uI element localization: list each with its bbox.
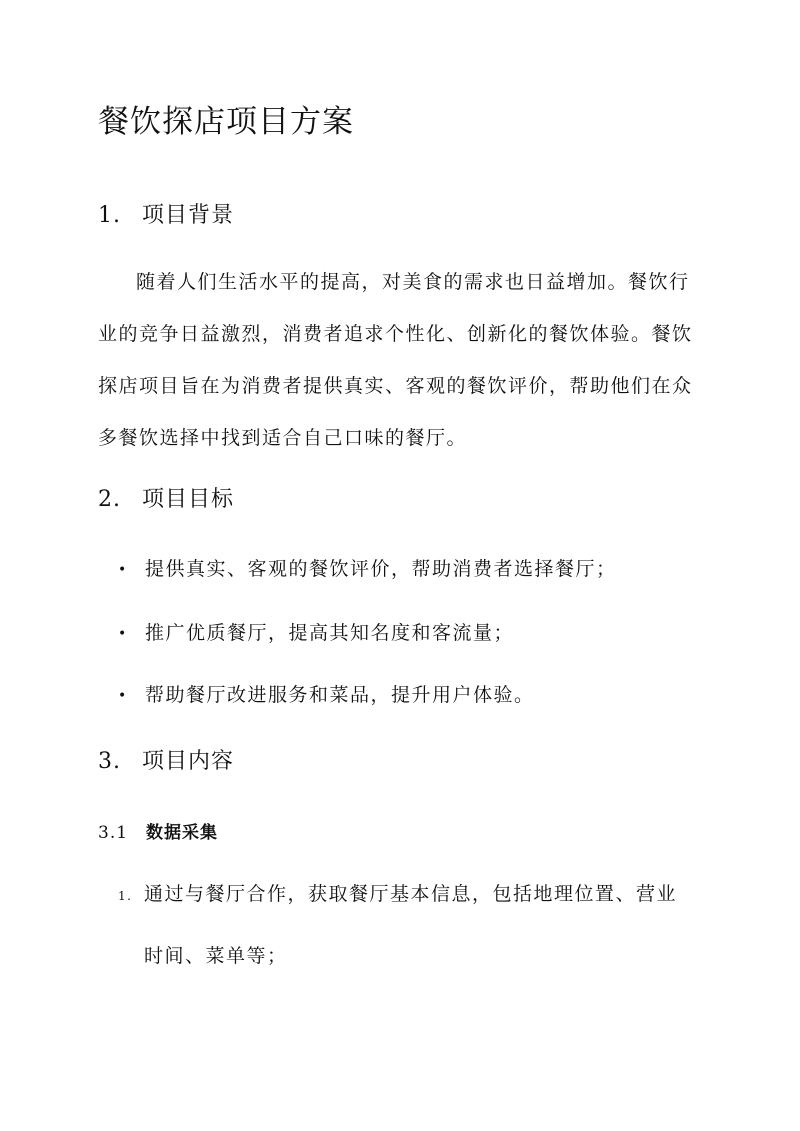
paragraph-line: 探店项目旨在为消费者提供真实、客观的餐饮评价，帮助他们在众 (98, 375, 693, 397)
bullet-icon: • (118, 562, 128, 578)
bullet-icon: • (118, 626, 128, 642)
background-paragraph (98, 256, 698, 464)
section-number: 2. (98, 487, 121, 512)
section-title: 项目目标 (142, 487, 235, 512)
subsection-number: 3.1 (98, 823, 129, 843)
paragraph-line: 随着人们生活水平的提高，对美食的需求也日益增加。餐饮行 (136, 271, 690, 293)
bullet-icon: • (118, 688, 128, 704)
list-item-text: 通过与餐厅合作，获取餐厅基本信息，包括地理位置、营业 (144, 883, 678, 905)
subsection-heading-data-collection (98, 818, 218, 843)
section-title: 项目内容 (142, 749, 235, 774)
section-heading-goals (98, 482, 234, 513)
goal-list-item (118, 680, 535, 707)
goal-text: 帮助餐厅改进服务和菜品，提升用户体验。 (145, 684, 535, 706)
goal-list-item (118, 554, 617, 581)
paragraph-line: 业的竞争日益激烈，消费者追求个性化、创新化的餐饮体验。餐饮 (98, 323, 693, 345)
section-heading-content (98, 744, 234, 775)
section-number: 1. (98, 203, 121, 228)
list-number: 1. (118, 889, 133, 903)
goal-list-item (118, 618, 514, 645)
goal-text: 提供真实、客观的餐饮评价，帮助消费者选择餐厅； (145, 558, 617, 580)
subsection-title: 数据采集 (146, 823, 218, 843)
list-item-text: 时间、菜单等； (144, 945, 288, 967)
section-number: 3. (98, 749, 121, 774)
paragraph-line: 多餐饮选择中找到适合自己口味的餐厅。 (98, 427, 468, 449)
numbered-list-item (118, 864, 677, 986)
section-title: 项目背景 (142, 203, 235, 228)
goal-text: 推广优质餐厅，提高其知名度和客流量； (145, 622, 515, 644)
document-title: 餐饮探店项目方案 (98, 104, 354, 140)
section-heading-background (98, 198, 234, 229)
